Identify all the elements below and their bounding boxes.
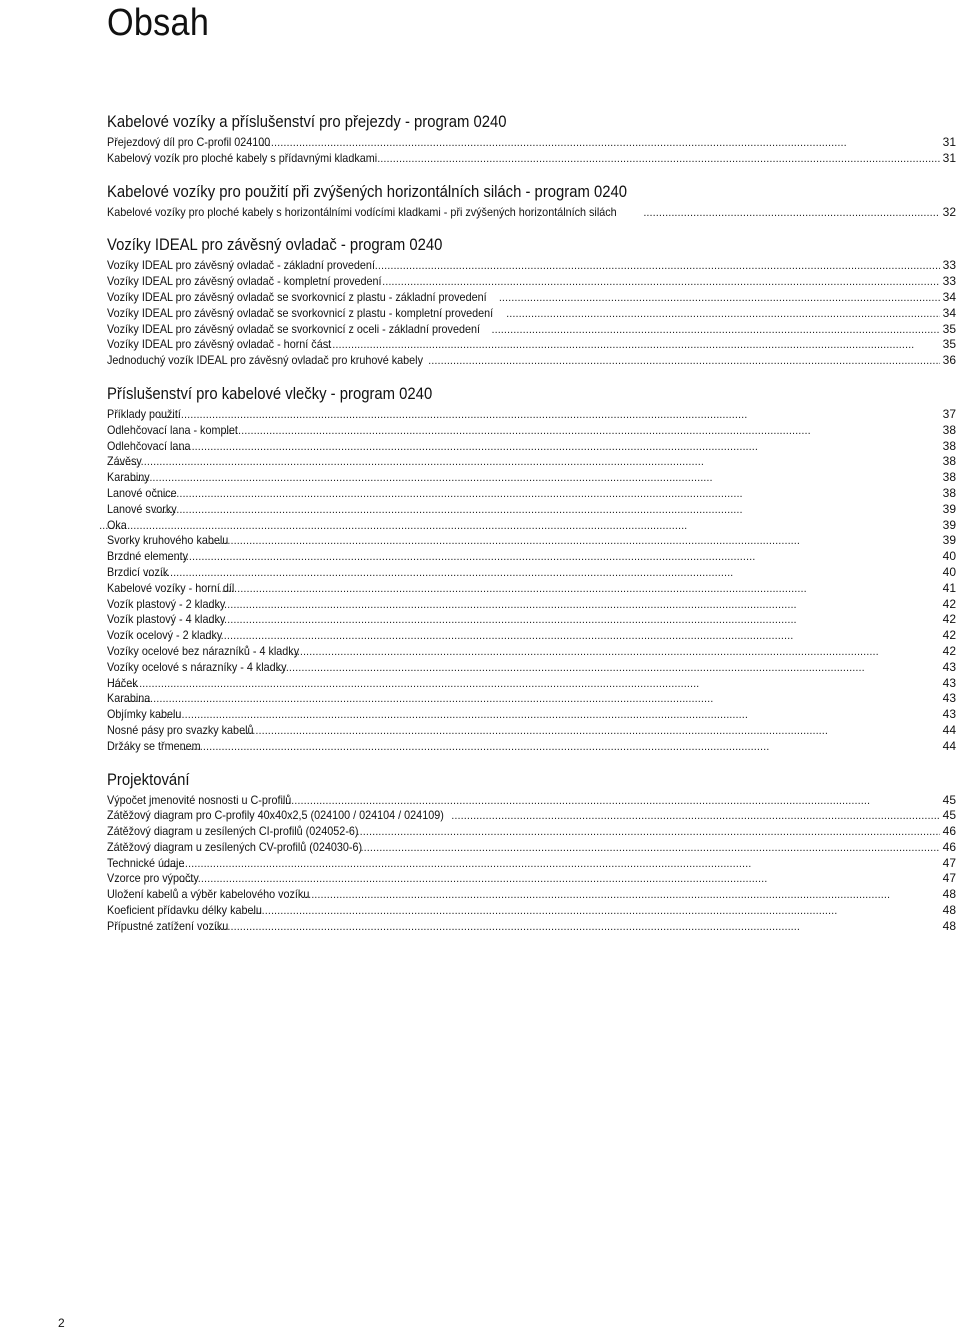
toc-entry-page: 43 [942, 675, 956, 690]
toc-entry-page: 44 [942, 738, 956, 753]
toc-entry-label: Vozík plastový - 2 kladky [107, 596, 226, 611]
toc-entry-page: 46 [942, 839, 956, 854]
dot-leader [302, 888, 940, 904]
toc-entry[interactable] [107, 407, 956, 423]
toc-entry-label: Oka [107, 517, 127, 532]
toc-entry[interactable] [107, 597, 956, 613]
dot-leader [326, 338, 940, 354]
toc-entry-page: 46 [942, 824, 956, 839]
toc-entry[interactable] [107, 871, 956, 887]
toc-section [107, 770, 956, 935]
toc-entry[interactable] [107, 612, 956, 628]
toc-entry-label: Brzdné elementy [107, 549, 189, 564]
dot-leader [167, 550, 940, 566]
toc-entry-label: Kabelové vozíky - horní díl [107, 580, 235, 595]
dot-leader [218, 582, 939, 598]
toc-entry[interactable] [107, 322, 956, 338]
toc-entry[interactable] [107, 533, 956, 549]
toc-entry[interactable] [107, 353, 956, 369]
toc-entry-label: Objímky kabelu [107, 707, 182, 722]
toc-entry-page: 31 [942, 150, 956, 165]
page-number: 2 [58, 1316, 65, 1330]
toc-entry-page: 43 [942, 707, 956, 722]
toc-entry[interactable] [107, 628, 956, 644]
toc-entry-label: Vozíky IDEAL pro závěsný ovladač - horní část [107, 337, 332, 352]
toc-entry-label: Vozíky ocelové bez nárazníků - 4 kladky [107, 643, 300, 658]
toc-entry-label: Jednoduchý vozík IDEAL pro závěsný ovladač pro kruhové kabely [107, 353, 423, 368]
toc-entry-page: 41 [942, 580, 956, 595]
toc-entry-label: Kabelový vozík pro ploché kabely s přídavnými kladkami [107, 150, 378, 165]
toc-entry-page: 48 [942, 918, 956, 933]
toc-entry[interactable] [107, 565, 956, 581]
toc-section [107, 235, 956, 369]
toc-entry[interactable] [107, 205, 956, 221]
dot-leader [181, 740, 940, 756]
toc-entry-label: Háček [107, 675, 138, 690]
dot-leader [208, 598, 939, 614]
dot-leader [258, 136, 939, 152]
toc-entry[interactable] [107, 549, 956, 565]
dot-leader [491, 323, 939, 339]
toc-entry-page: 38 [942, 422, 956, 437]
dot-leader [145, 566, 940, 582]
toc-entry-label: Brzdicí vozík [107, 564, 169, 579]
toc-entry-page: 36 [942, 353, 956, 368]
toc-entry[interactable] [107, 454, 956, 470]
toc-entry-page: 31 [942, 135, 956, 149]
toc-entry-page: 33 [942, 258, 956, 273]
dot-leader [212, 534, 940, 550]
dot-leader [506, 307, 940, 323]
toc-entry[interactable] [107, 423, 956, 439]
dot-leader [361, 841, 940, 857]
dot-leader [249, 904, 939, 920]
toc-entry-label: Vozíky IDEAL pro závěsný ovladač - kompletní provedení [107, 274, 382, 289]
dot-leader [163, 857, 940, 873]
table-of-contents [107, 112, 956, 950]
toc-entry-label: Nosné pásy pro svazky kabelů [107, 722, 254, 737]
dot-leader [154, 487, 939, 503]
toc-entry-page: 37 [942, 406, 956, 421]
toc-entry-page: 35 [942, 321, 956, 336]
toc-entry-label: Vozíky ocelové s nárazníky - 4 kladky [107, 659, 287, 674]
dot-leader [291, 645, 940, 661]
dot-leader [377, 152, 939, 168]
toc-entry[interactable] [107, 808, 956, 824]
dot-leader [99, 519, 940, 535]
dot-leader [116, 455, 940, 471]
toc-entry-page: 47 [942, 871, 956, 886]
toc-entry-label: Přípustné zatížení vozíku [107, 918, 229, 933]
toc-entry-label: Karabina [107, 691, 151, 706]
toc-entry[interactable] [107, 439, 956, 455]
toc-section [107, 182, 956, 221]
toc-entry[interactable] [107, 581, 956, 597]
dot-leader [382, 275, 940, 291]
toc-entry-label: Lanové očnice [107, 485, 177, 500]
toc-entry-label: Odlehčovací lana - komplet [107, 422, 238, 437]
toc-entry-label: Kabelové vozíky pro ploché kabely s horizontálními vodícími kladkami - při zvýšených horizontálních silách [107, 204, 617, 219]
toc-entry[interactable] [107, 502, 956, 518]
toc-entry-page: 40 [942, 549, 956, 564]
dot-leader [111, 677, 940, 693]
toc-entry-label: Uložení kabelů a výběr kabelového vozíku [107, 887, 310, 902]
toc-entry-page: 33 [942, 274, 956, 289]
dot-leader [222, 424, 939, 440]
toc-entry-page: 39 [942, 533, 956, 548]
toc-section-title: Kabelové vozíky a příslušenství pro přejezdy - program 0240 [107, 113, 507, 131]
toc-section-title: Příslušenství pro kabelové vlečky - program 0240 [107, 384, 433, 403]
toc-entry[interactable] [107, 793, 956, 809]
toc-entry[interactable] [107, 470, 956, 486]
dot-leader [276, 661, 939, 677]
toc-entry[interactable] [107, 258, 956, 274]
toc-entry-page: 42 [942, 643, 956, 658]
toc-entry[interactable] [107, 691, 956, 707]
toc-entry-label: Zátěžový diagram pro C-profily 40x40x2,5 (024100 / 024104 / 024109) [107, 808, 444, 823]
toc-entry-label: Technické údaje [107, 855, 185, 870]
toc-entry-label: Zátěžový diagram u zesílených CI-profilů (024052-6) [107, 824, 359, 839]
toc-entry[interactable] [107, 739, 956, 755]
toc-entry-label: Vozíky IDEAL pro závěsný ovladač se svorkovnicí z plastu - základní provedení [107, 289, 487, 304]
toc-entry-label: Vozík ocelový - 2 kladky [107, 628, 223, 643]
toc-entry-page: 48 [942, 887, 956, 902]
toc-section-title: Projektování [107, 770, 190, 789]
toc-entry-label: Držáky se třmenem [107, 738, 201, 753]
toc-entry[interactable] [107, 840, 956, 856]
toc-entry-label: Přejezdový díl pro C-profil 024100 [107, 135, 271, 149]
toc-entry[interactable] [107, 486, 956, 502]
toc-entry-page: 39 [942, 501, 956, 516]
toc-entry[interactable] [107, 306, 956, 322]
toc-section-title: Kabelové vozíky pro použití při zvýšených horizontálních silách - program 0240 [107, 182, 628, 201]
toc-entry-page: 42 [942, 628, 956, 643]
toc-entry-page: 42 [942, 596, 956, 611]
toc-entry-page: 32 [942, 204, 956, 219]
toc-entry[interactable] [107, 887, 956, 903]
toc-entry-page: 38 [942, 438, 956, 453]
dot-leader [124, 471, 939, 487]
toc-entry[interactable] [107, 676, 956, 692]
dot-leader [154, 503, 939, 519]
toc-entry[interactable] [107, 903, 956, 919]
toc-entry-label: Vzorce pro výpočty [107, 871, 199, 886]
dot-leader [643, 206, 939, 222]
dot-leader [499, 291, 940, 307]
toc-entry-page: 38 [942, 485, 956, 500]
dot-leader [357, 825, 940, 841]
toc-entry[interactable] [107, 707, 956, 723]
toc-entry-label: Vozíky IDEAL pro závěsný ovladač se svorkovnicí z oceli - základní provedení [107, 321, 480, 336]
toc-entry[interactable] [107, 644, 956, 660]
toc-entry[interactable] [107, 135, 956, 151]
toc-entry-label: Výpočet jmenovité nosnosti u C-profilů [107, 792, 292, 807]
toc-entry[interactable] [107, 919, 956, 935]
toc-section-title: Vozíky IDEAL pro závěsný ovladač - program 0240 [107, 236, 443, 255]
toc-entry[interactable] [107, 824, 956, 840]
toc-entry-page: 38 [942, 470, 956, 485]
toc-entry-label: Vozíky IDEAL pro závěsný ovladač - základní provedení [107, 258, 375, 273]
dot-leader [160, 708, 940, 724]
toc-entry[interactable] [107, 290, 956, 306]
dot-leader [240, 724, 940, 740]
dot-leader [179, 872, 940, 888]
dot-leader [212, 920, 940, 936]
toc-entry[interactable] [107, 723, 956, 739]
toc-entry-page: 45 [942, 808, 956, 823]
toc-entry-page: 44 [942, 722, 956, 737]
toc-entry-label: Zátěžový diagram u zesílených CV-profilů (024030-6) [107, 839, 363, 854]
dot-leader [125, 692, 940, 708]
toc-entry[interactable] [107, 274, 956, 290]
toc-entry-page: 39 [942, 517, 956, 532]
toc-entry[interactable] [107, 856, 956, 872]
dot-leader [205, 629, 940, 645]
page-title: Obsah [107, 2, 210, 44]
toc-entry-label: Vozík plastový - 4 kladky [107, 612, 226, 627]
toc-section [107, 384, 956, 755]
toc-entry-page: 43 [942, 659, 956, 674]
toc-entry-page: 43 [942, 691, 956, 706]
toc-entry[interactable] [107, 518, 956, 534]
toc-entry[interactable] [107, 337, 956, 353]
toc-entry-label: Závěsy [107, 454, 142, 469]
dot-leader [375, 259, 940, 275]
toc-entry-label: Svorky kruhového kabelu [107, 533, 229, 548]
dot-leader [170, 440, 940, 456]
toc-entry-label: Příklady použití [107, 406, 181, 421]
toc-entry-page: 34 [942, 305, 956, 320]
toc-entry-page: 48 [942, 903, 956, 918]
toc-entry[interactable] [107, 151, 956, 167]
toc-entry-page: 38 [942, 454, 956, 469]
toc-entry-label: Vozíky IDEAL pro závěsný ovladač se svorkovnicí z plastu - kompletní provedení [107, 305, 494, 320]
toc-entry-page: 45 [942, 792, 956, 807]
toc-section [107, 112, 956, 167]
toc-entry-page: 42 [942, 612, 956, 627]
toc-entry-label: Koeficient přídavku délky kabelu [107, 903, 262, 918]
toc-entry-label: Odlehčovací lana [107, 438, 191, 453]
dot-leader [159, 408, 940, 424]
toc-entry-page: 47 [942, 855, 956, 870]
toc-entry-page: 40 [942, 564, 956, 579]
toc-entry[interactable] [107, 660, 956, 676]
toc-entry-label: Lanové svorky [107, 501, 177, 516]
toc-entry-label: Karabiny [107, 470, 150, 485]
toc-entry-page: 35 [942, 337, 956, 352]
toc-entry-page: 34 [942, 289, 956, 304]
dot-leader [208, 613, 939, 629]
dot-leader [428, 354, 940, 370]
dot-leader [451, 809, 939, 825]
dot-leader [282, 794, 940, 810]
